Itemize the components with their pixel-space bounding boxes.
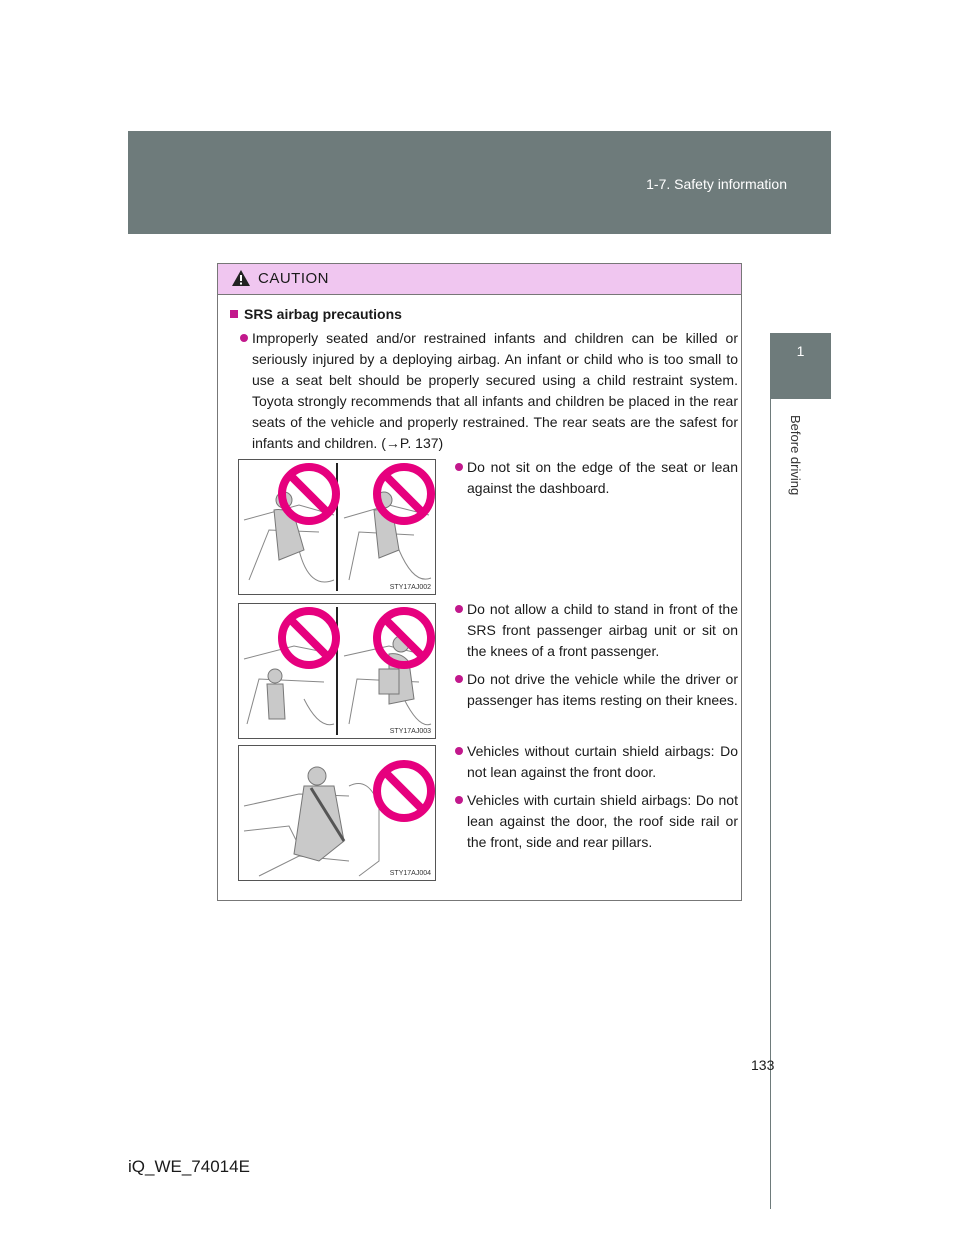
bullet-dot-icon xyxy=(455,747,463,755)
chapter-tab[interactable] xyxy=(770,333,831,399)
list-item: Do not sit on the edge of the seat or lean against the dashboard. xyxy=(455,457,738,499)
header-band xyxy=(128,131,831,234)
figure-illustration-1 xyxy=(238,459,436,595)
figure-code: STY17AJ002 xyxy=(389,584,431,591)
warning-icon xyxy=(231,269,251,287)
figure-2-text xyxy=(455,599,738,718)
list-item: Vehicles with curtain shield airbags: Do not lean against the door, the roof side rail or the front, side and rear pillars. xyxy=(455,790,738,853)
bullet-dot-icon xyxy=(240,334,248,342)
list-item: Do not drive the vehicle while the driver or passenger has items resting on their knees. xyxy=(455,669,738,711)
section-title-header: 1-7. Safety information xyxy=(646,176,787,192)
bullet-dot-icon xyxy=(455,463,463,471)
prohibition-icon xyxy=(282,611,336,665)
figure-code: STY17AJ004 xyxy=(389,870,431,877)
list-item: Do not allow a child to stand in front of the SRS front passenger airbag unit or sit on the knees of a front passenger. xyxy=(455,599,738,662)
srs-airbag-title: SRS airbag precautions xyxy=(230,306,402,322)
list-item: Vehicles without curtain shield airbags: Do not lean against the front door. xyxy=(455,741,738,783)
bullet-dot-icon xyxy=(455,605,463,613)
square-bullet-icon xyxy=(230,310,238,318)
bullet-dot-icon xyxy=(455,796,463,804)
prohibition-icon xyxy=(282,467,336,521)
page-number: 133 xyxy=(751,1057,775,1073)
side-divider xyxy=(770,399,771,1209)
figure-3-text xyxy=(455,741,738,860)
prohibition-icon xyxy=(377,764,431,818)
figure-illustration-2 xyxy=(238,603,436,739)
main-bullet: Improperly seated and/or restrained infants and children can be killed or seriously injured by a deploying airbag. An infant or child who is too small to use a seat belt should be properly secured using a child restraint system. Toyota strongly recommends that all infants and children be placed in the rear seats of the vehicle and properly restrained. The rear seats are the safest for infants and children. (→P. 137) xyxy=(240,328,738,454)
figure-illustration-3 xyxy=(238,745,436,881)
figure-code: STY17AJ003 xyxy=(389,728,431,735)
chapter-number: 1 xyxy=(796,343,805,359)
figure-1-text xyxy=(455,457,738,506)
document-code: iQ_WE_74014E xyxy=(128,1157,250,1176)
caution-box xyxy=(217,263,742,901)
caution-label: CAUTION xyxy=(258,270,329,287)
bullet-dot-icon xyxy=(455,675,463,683)
caution-header xyxy=(218,264,741,295)
chapter-title: Before driving xyxy=(788,415,803,496)
